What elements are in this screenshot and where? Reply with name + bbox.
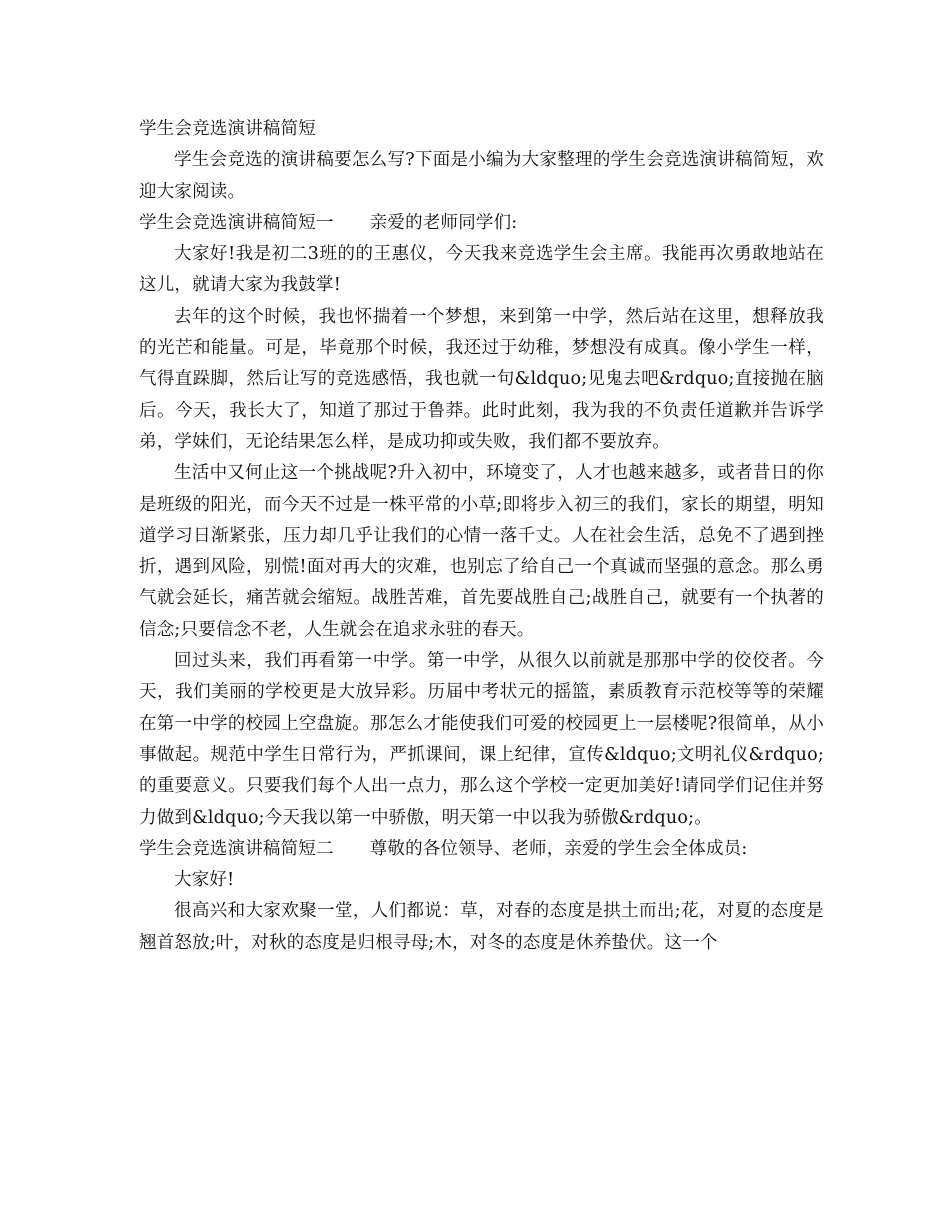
document-title: 学生会竞选演讲稿简短 — [139, 119, 316, 139]
section-heading-2 — [139, 834, 824, 865]
body-paragraph: 大家好! — [174, 870, 235, 891]
body-paragraph: 生活中又何止这一个挑战呢?升入初中，环境变了，人才也越来越多，或者昔日的你是班级的阳光，而今天不过是一株平常的小草;即将步入初三的我们，家长的期望，明知道学习日渐紧张，压力却几乎让我们的心情一落千丈。人在社会生活，总免不了遇到挫折，遇到风险，别慌!面对再大的灾难，也别忘了给自己一个真诚而坚强的意念。那么勇气就会延长，痛苦就会缩短。战胜苦难，首先要战胜自己;战胜自己，就要有一个执著的信念;只要信念不老，人生就会在追求永驻的春天。 — [139, 463, 824, 640]
section-title-2: 学生会竞选演讲稿简短二 — [139, 838, 334, 859]
section-heading-1 — [139, 208, 824, 239]
section-title-1: 学生会竞选演讲稿简短一 — [139, 212, 334, 233]
section-salutation-2: 尊敬的各位领导、老师，亲爱的学生会全体成员: — [369, 838, 748, 859]
body-paragraph: 回过头来，我们再看第一中学。第一中学，从很久以前就是那那中学的佼佼者。今天，我们美丽的学校更是大放异彩。历届中考状元的摇篮，素质教育示范校等等的荣耀在第一中学的校园上空盘旋。那怎么才能使我们可爱的校园更上一层楼呢?很简单，从小事做起。规范中学生日常行为，严抓课间，课上纪律，宣传&ldquo;文明礼仪&rdquo;的重要意义。只要我们每个人出一点力，那么这个学校一定更加美好!请同学们记住并努力做到&ldquo;今天我以第一中骄傲，明天第一中以我为骄傲&rdquo;。 — [139, 651, 824, 828]
intro-paragraph: 学生会竞选的演讲稿要怎么写?下面是小编为大家整理的学生会竞选演讲稿简短，欢迎大家阅读。 — [139, 150, 824, 202]
section-salutation-1: 亲爱的老师同学们: — [369, 212, 518, 233]
document-page — [139, 114, 824, 959]
body-paragraph: 大家好!我是初二3班的的王惠仪，今天我来竞选学生会主席。我能再次勇敢地站在这儿，就请大家为我鼓掌! — [139, 244, 824, 296]
body-paragraph: 很高兴和大家欢聚一堂，人们都说：草，对春的态度是拱土而出;花，对夏的态度是翘首怒放;叶，对秋的态度是归根寻母;木，对冬的态度是休养蛰伏。这一个 — [139, 901, 824, 953]
body-paragraph: 去年的这个时候，我也怀揣着一个梦想，来到第一中学，然后站在这里，想释放我的光芒和能量。可是，毕竟那个时候，我还过于幼稚，梦想没有成真。像小学生一样，气得直跺脚，然后让写的竞选感悟，我也就一句&ldquo;见鬼去吧&rdquo;直接抛在脑后。今天，我长大了，知道了那过于鲁莽。此时此刻，我为我的不负责任道歉并告诉学弟，学妹们，无论结果怎么样，是成功抑或失败，我们都不要放弃。 — [139, 306, 824, 452]
